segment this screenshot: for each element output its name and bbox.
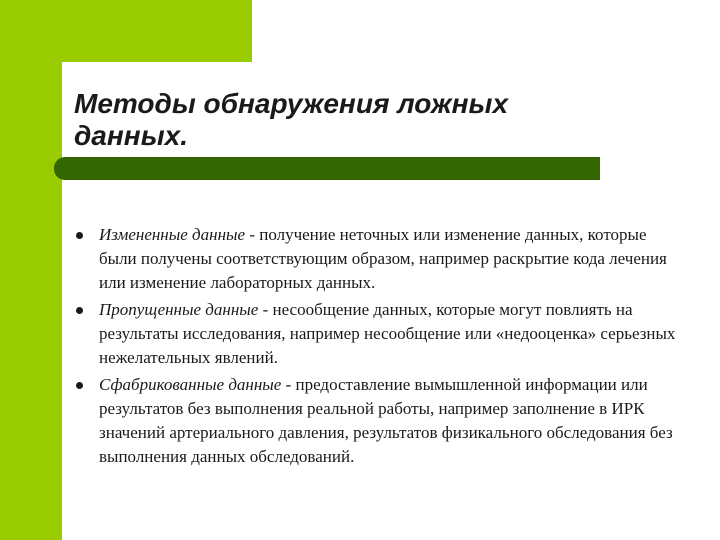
bullet-term: Пропущенные данные	[99, 300, 259, 319]
list-item	[76, 223, 686, 295]
bullet-icon	[76, 307, 83, 314]
top-accent-block	[0, 0, 252, 62]
bullet-list	[76, 223, 686, 472]
list-item	[76, 373, 686, 469]
slide-title: Методы обнаружения ложных данных.	[74, 88, 509, 151]
bullet-term: Сфабрикованные данные	[99, 375, 282, 394]
bullet-text: - получение неточных или изменение данных, которые были получены соответствующим образом, например раскрытие кода лечения или изменение лабораторных данных.	[99, 225, 667, 292]
bullet-text: - предоставление вымышленной информации или результатов без выполнения реальной работы, например заполнение в ИРК значений артериального давления, результатов физикального обследования без выполнения данных обследований.	[99, 375, 673, 466]
title-divider-bar	[54, 157, 600, 180]
bullet-term: Измененные данные	[99, 225, 246, 244]
bullet-icon	[76, 232, 83, 239]
bullet-text: - несообщение данных, которые могут повлиять на результаты исследования, например несообщение или «недооценка» серьезных нежелательных явлений.	[99, 300, 676, 367]
bullet-icon	[76, 382, 83, 389]
list-item	[76, 298, 686, 370]
left-accent-bar	[0, 0, 62, 540]
